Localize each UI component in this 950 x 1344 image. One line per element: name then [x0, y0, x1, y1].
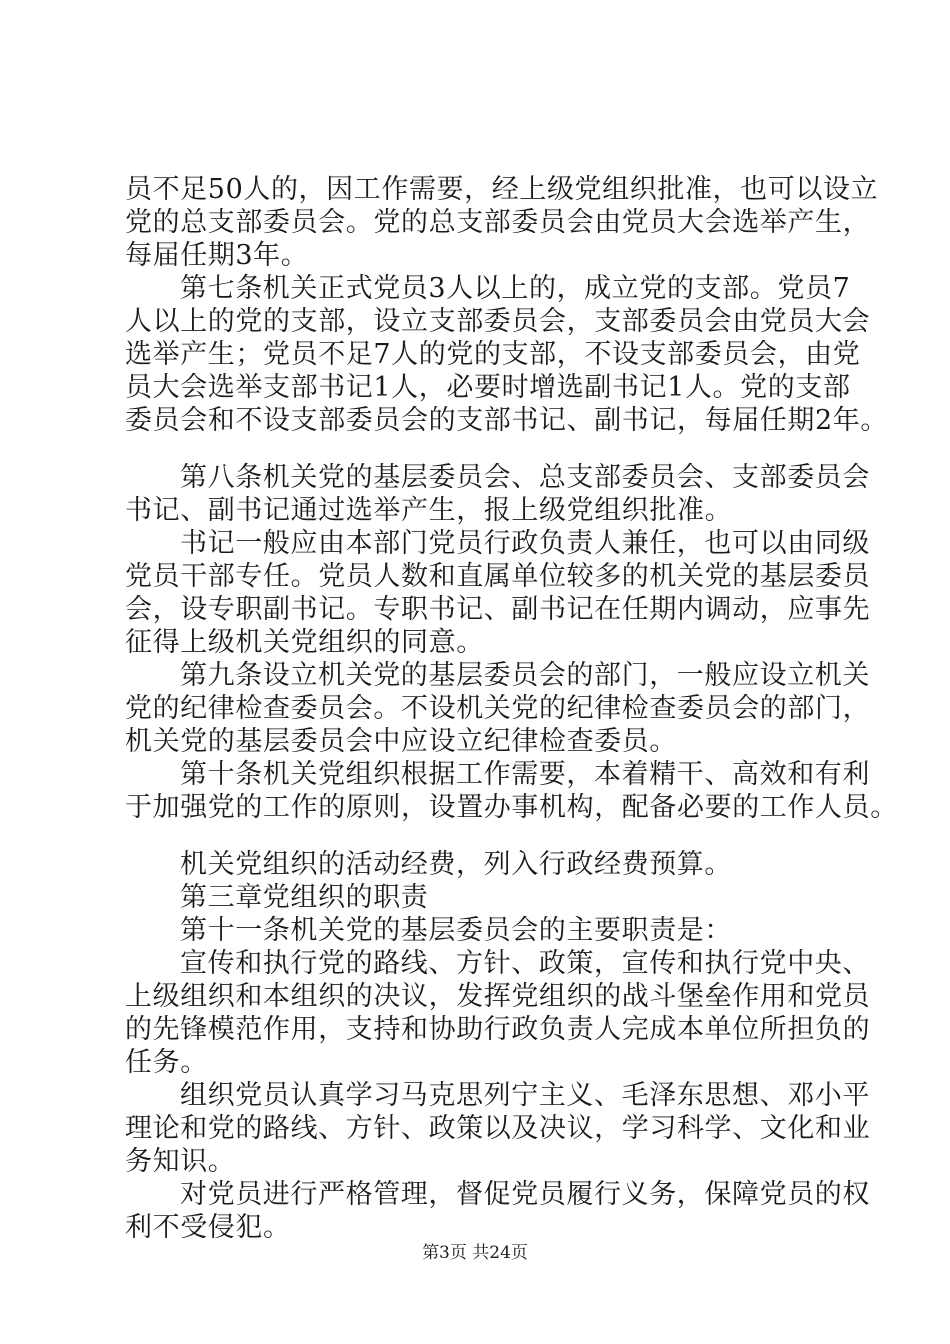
text-line: 第九条设立机关党的基层委员会的部门，一般应设立机关 [180, 660, 870, 691]
text-line: 员不足50人的，因工作需要，经上级党组织批准，也可以设立 [125, 174, 879, 205]
text-line: 员大会选举支部书记1人，必要时增选副书记1人。党的支部 [125, 372, 851, 403]
text-line: 第十条机关党组织根据工作需要，本着精干、高效和有利 [180, 759, 870, 790]
text-line: 每届任期3年。 [125, 240, 309, 271]
text-line: 上级组织和本组织的决议，发挥党组织的战斗堡垒作用和党员 [125, 981, 871, 1012]
text-line: 第八条机关党的基层委员会、总支部委员会、支部委员会 [180, 462, 870, 493]
text-line: 务知识。 [125, 1146, 236, 1177]
text-line: 人以上的党的支部，设立支部委员会，支部委员会由党员大会 [125, 306, 871, 337]
text-line: 于加强党的工作的原则，设置办事机构，配备必要的工作人员。 [125, 792, 898, 823]
text-line: 征得上级机关党组织的同意。 [125, 627, 484, 658]
text-line: 第七条机关正式党员3人以上的，成立党的支部。党员7 [180, 273, 851, 304]
text-line: 任务。 [125, 1047, 208, 1078]
text-line: 机关党组织的活动经费，列入行政经费预算。 [180, 849, 732, 880]
text-line: 会，设专职副书记。专职书记、副书记在任期内调动，应事先 [125, 594, 871, 625]
text-line: 的先锋模范作用，支持和协助行政负责人完成本单位所担负的 [125, 1014, 871, 1045]
text-line: 机关党的基层委员会中应设立纪律检查委员。 [125, 726, 677, 757]
text-line: 党的纪律检查委员会。不设机关党的纪律检查委员会的部门， [125, 693, 871, 724]
text-line: 理论和党的路线、方针、政策以及决议，学习科学、文化和业 [125, 1113, 871, 1144]
text-line: 书记一般应由本部门党员行政负责人兼任，也可以由同级 [180, 528, 870, 559]
text-line: 党的总支部委员会。党的总支部委员会由党员大会选举产生， [125, 207, 871, 238]
text-line: 党员干部专任。党员人数和直属单位较多的机关党的基层委员 [125, 561, 871, 592]
text-line: 宣传和执行党的路线、方针、政策，宣传和执行党中央、 [180, 948, 870, 979]
text-line: 利不受侵犯。 [125, 1212, 291, 1243]
text-line: 委员会和不设支部委员会的支部书记、副书记，每届任期2年。 [125, 405, 888, 436]
text-line: 第十一条机关党的基层委员会的主要职责是： [180, 915, 732, 946]
text-line: 对党员进行严格管理，督促党员履行义务，保障党员的权 [180, 1179, 870, 1210]
page-number: 第3页 共24页 [422, 1243, 528, 1263]
chapter-heading: 第三章党组织的职责 [180, 882, 429, 913]
text-line: 选举产生；党员不足7人的党的支部，不设支部委员会，由党 [125, 339, 861, 370]
text-line: 书记、副书记通过选举产生，报上级党组织批准。 [125, 495, 733, 526]
text-line: 组织党员认真学习马克思列宁主义、毛泽东思想、邓小平 [180, 1080, 870, 1111]
